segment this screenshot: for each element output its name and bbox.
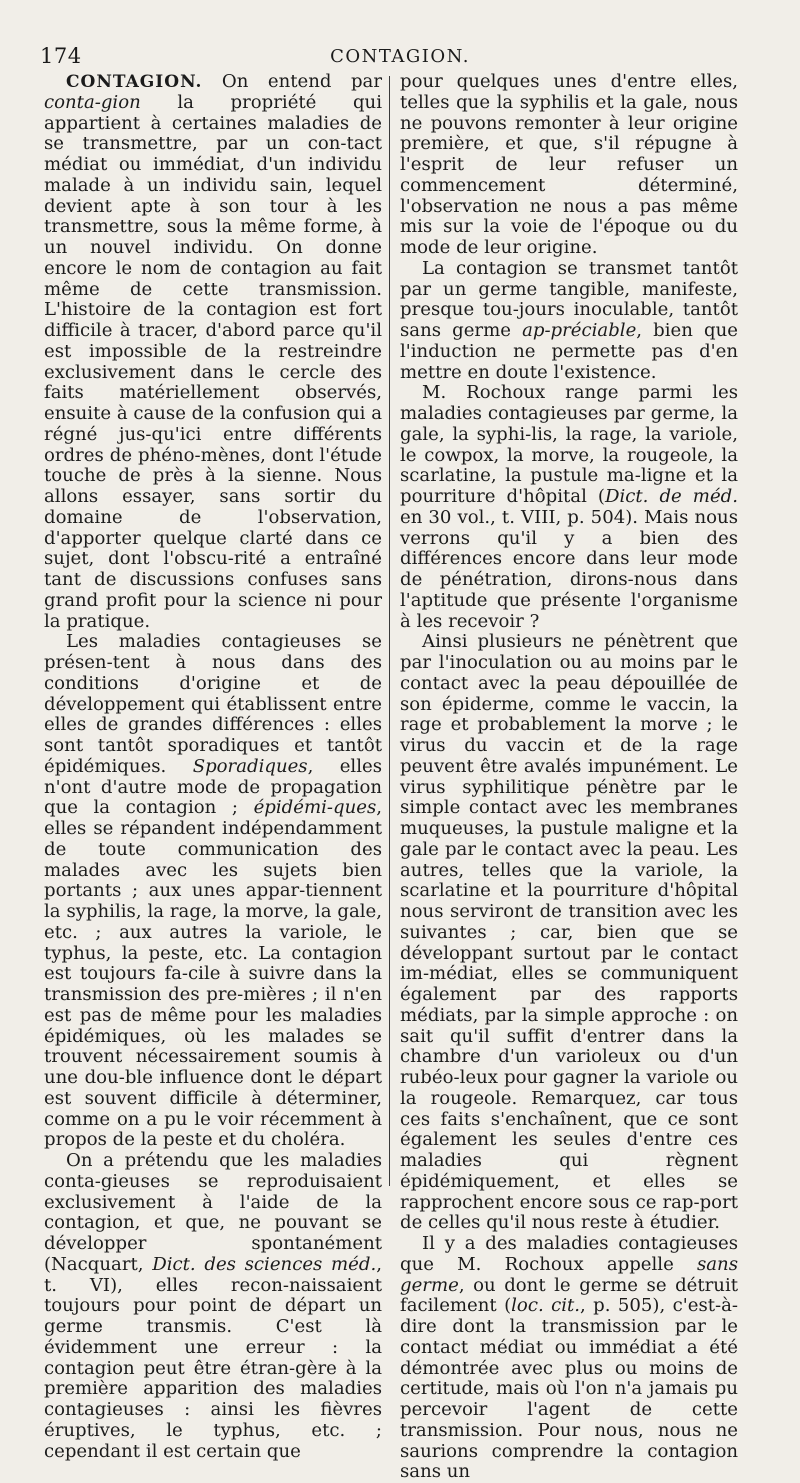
paragraph-text: , bien que l'induction ne permette pas d'en mettre en doute l'existence. <box>400 320 738 383</box>
italic-term: ap-préciable <box>522 320 637 341</box>
citation: Dict. des sciences méd. <box>152 1253 377 1275</box>
paragraph-text: Ainsi plusieurs ne pénètrent que par l'inoculation ou au moins par le contact avec la peau dépouillée de son épiderme, comme le vaccin, la rage et probablement la morve ; le virus du vaccin et de la rage peuvent être avalés impunément. Le virus syphilitique pénètre par le simple contact avec les membranes muqueuses, la pustule maligne et la gale par le contact avec la peau. Les autres, telles que la variole, la scarlatine et la pourriture d'hôpital nous serviront de transition avec les suivantes ; car, bien que se développant surtout par le contact im-médiat, elles se communiquent également par des rapports médiats, par la simple approche : on sait qu'il suffit d'entrer dans la chambre d'un varioleux ou d'un rubéo-leux pour gagner la variole ou la rougeole. Remarquez, car tous ces faits s'enchaînent, que ce sont également les seules d'entre ces maladies qui règnent épidémiquement, et elles se rapprochent encore sous ce rap-port de celles qu'il nous reste à étudier. <box>400 631 738 1234</box>
paragraph-text: , t. VI), elles recon-naissaient toujours pour point de départ un germe transmis. C'est là évidemment une erreur : la contagion peut être étran-gère à la première apparition des maladies contagieuses : ainsi les fièvres éruptives, le typhus, etc. ; cependant il est certain que <box>44 1253 382 1462</box>
paragraph-text: On a prétendu que les maladies conta-gieuses se reproduisaient exclusivement à l'aide de la contagion, et que, ne pouvant se développer spontanément (Nacquart, <box>44 1150 382 1275</box>
paragraph-text: , elles se répandent indépendamment de toute communication des malades avec les sujets bien portants ; aux unes appar-tiennent la syphilis, la rage, la morve, la gale, etc. ; aux autres la variole, le typhus, la peste, etc. La contagion est toujours fa-cile à suivre dans la transmission des pre-mières ; il n'en est pas de même pour les maladies épidémiques, où les malades se trouvent nécessairement soumis à une dou-ble influence dont le départ est souvent difficile à déterminer, comme on a pu le voir récemment à propos de la peste et du choléra. <box>44 797 382 1151</box>
italic-term: conta-gion <box>44 91 141 113</box>
paragraph <box>400 632 738 1234</box>
paragraph-text: On entend par <box>202 71 382 92</box>
paragraph <box>44 72 382 632</box>
paragraph <box>400 383 738 632</box>
italic-term: sans germe <box>400 1253 738 1296</box>
page-header <box>40 44 760 70</box>
left-column <box>44 71 383 1462</box>
paragraph <box>400 72 738 259</box>
paragraph-text: , p. 505), c'est-à-dire dont la transmission par le contact médiat ou immédiat a été démontrée avec plus ou moins de certitude, mais où l'on n'a jamais pu percevoir l'agent de cette transmission. Pour nous, nous ne saurions comprendre la contagion sans un <box>400 1295 739 1483</box>
paragraph-text: Les maladies contagieuses se présen-tent à nous dans des conditions d'origine et de développement qui établissent entre elles de grandes différences : elles sont tantôt sporadiques et tantôt épidémiques. <box>44 631 382 777</box>
paragraph <box>44 1151 382 1462</box>
paragraph <box>400 1234 738 1483</box>
paragraph-text: , elles n'ont d'autre mode de propagation que la contagion ; <box>44 755 383 819</box>
running-title: CONTAGION. <box>330 46 470 67</box>
entry-headword: CONTAGION. <box>66 72 203 92</box>
paragraph-text: pour quelques unes d'entre elles, telles que la syphilis et la gale, nous ne pouvons remonter à leur origine première, et que, s'il répugne à l'esprit de leur refuser un commencement déterminé, l'observation ne nous a pas même mis sur la voie de l'époque ou du mode de leur origine. <box>400 71 738 258</box>
italic-term: Sporadiques <box>192 755 308 777</box>
paragraph-text: la propriété qui appartient à certaines maladies de se transmettre, par un con-tact médiat ou immédiat, d'un individu malade à un individu sain, lequel devient apte à son tour à les transmettre, sous la même forme, à un nouvel individu. On donne encore le nom de contagion au fait même de cette transmission. L'histoire de la contagion est fort difficile à tracer, d'abord parce qu'il est impossible de la restreindre exclusivement dans le cercle des faits matériellement observés, ensuite à cause de la confusion qui a régné jus-qu'ici entre différents ordres de phéno-mènes, dont l'étude touche de près à la sienne. Nous allons essayer, sans sortir du domaine de l'observation, d'apporter quelque clarté dans ce sujet, dont l'obscu-rité a entraîné tant de discussions confuses sans grand profit pour la science ni pour la pratique. <box>44 91 383 632</box>
citation: Dict. de méd. <box>604 486 738 507</box>
italic-term: épidémi-ques <box>253 797 377 819</box>
paragraph-text: Il y a des maladies contagieuses que M. Rochoux appelle <box>400 1233 738 1275</box>
paragraph <box>400 259 738 384</box>
right-column <box>400 71 739 1483</box>
paragraph-text: , ou dont le germe se détruit facilement ( <box>400 1274 738 1317</box>
citation: loc. cit. <box>511 1295 581 1317</box>
paragraph-text: La contagion se transmet tantôt par un germe tangible, manifeste, presque tou-jours inoculable, tantôt sans germe <box>400 257 738 341</box>
page-number: 174 <box>40 44 82 68</box>
column-divider <box>389 76 390 1186</box>
paragraph <box>44 632 382 1151</box>
paragraph-text: en 30 vol., t. VIII, p. 504). Mais nous verrons qu'il y a bien des différences encore dans leur mode de pénétration, dirons-nous dans l'aptitude que présente l'organisme à les recevoir ? <box>400 506 738 632</box>
paragraph-text: M. Rochoux range parmi les maladies contagieuses par germe, la gale, la syphi-lis, la rage, la variole, le cowpox, la morve, la rougeole, la scarlatine, la pustule ma-ligne et la pourriture d'hôpital ( <box>400 382 738 507</box>
